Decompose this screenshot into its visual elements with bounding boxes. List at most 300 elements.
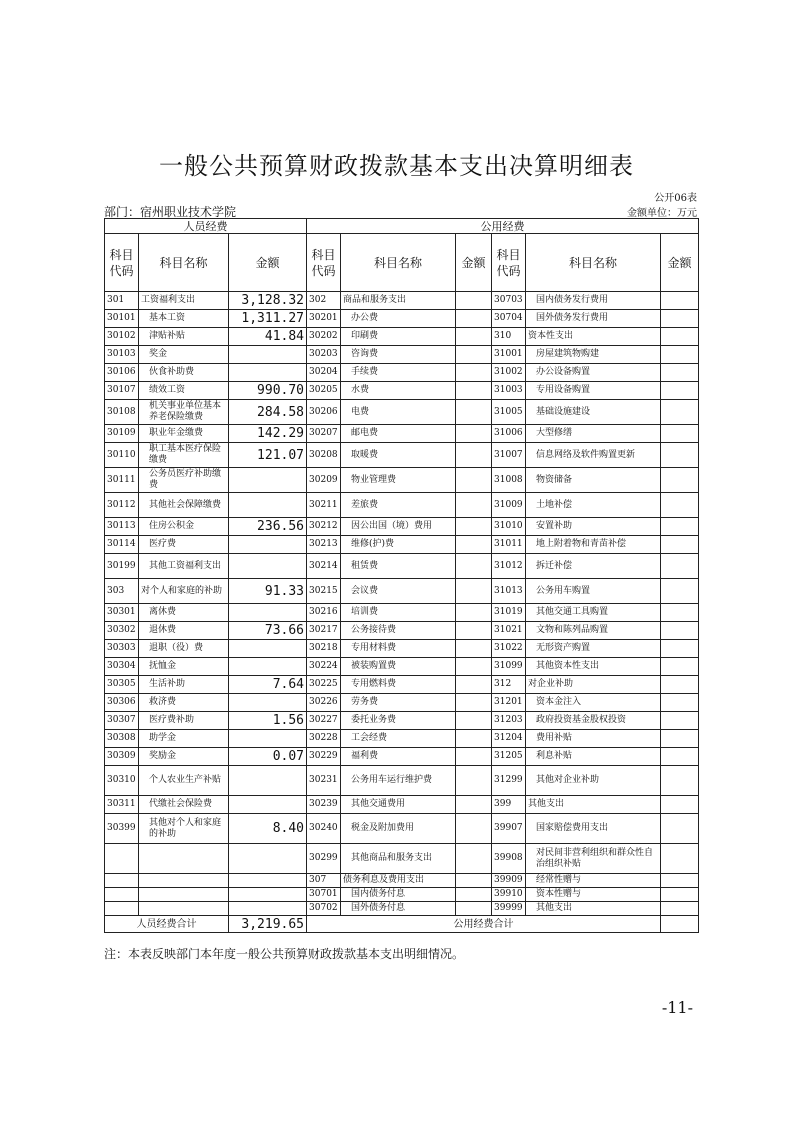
- amount-cell: 236.56: [229, 518, 307, 536]
- name-cell: 其他资本性支出: [526, 658, 661, 676]
- code-cell: 30212: [307, 518, 341, 536]
- code-cell: 30304: [105, 658, 139, 676]
- public-total-label: 公用经费合计: [307, 916, 661, 933]
- name-cell: 专用材料费: [341, 640, 456, 658]
- amount-cell: 990.70: [229, 382, 307, 400]
- name-cell: 伙食补助费: [139, 364, 229, 382]
- name-cell: 因公出国（境）费用: [341, 518, 456, 536]
- amount-cell: [456, 766, 492, 796]
- amount-cell: [229, 874, 307, 888]
- name-cell: 大型修缮: [526, 425, 661, 443]
- amount-cell: [661, 640, 699, 658]
- code-cell: 31009: [492, 493, 526, 518]
- code-header: [105, 234, 139, 292]
- name-cell: 其他社会保障缴费: [139, 493, 229, 518]
- amount-cell: [456, 888, 492, 902]
- amount-cell: [229, 536, 307, 554]
- code-cell: 31099: [492, 658, 526, 676]
- code-cell: 30229: [307, 748, 341, 766]
- amount-cell: [229, 554, 307, 579]
- table-row: [105, 874, 699, 888]
- name-cell: 其他工资福利支出: [139, 554, 229, 579]
- code-cell: 30215: [307, 579, 341, 604]
- code-cell: 31013: [492, 579, 526, 604]
- amount-cell: 73.66: [229, 622, 307, 640]
- amount-cell: [229, 766, 307, 796]
- code-cell: 30704: [492, 310, 526, 328]
- code-cell: 30311: [105, 796, 139, 814]
- amount-cell: [456, 874, 492, 888]
- name-cell: 办公设备购置: [526, 364, 661, 382]
- name-cell: 物资储备: [526, 468, 661, 493]
- code-cell: 30103: [105, 346, 139, 364]
- amount-cell: [661, 346, 699, 364]
- name-cell: 绩效工资: [139, 382, 229, 400]
- code-cell: 39910: [492, 888, 526, 902]
- code-cell: 30399: [105, 814, 139, 844]
- amount-cell: [456, 536, 492, 554]
- amount-cell: [456, 346, 492, 364]
- amount-cell: [661, 658, 699, 676]
- name-header: 科目名称: [341, 234, 456, 292]
- code-cell: 31299: [492, 766, 526, 796]
- table-row: [105, 658, 699, 676]
- code-cell: 39907: [492, 814, 526, 844]
- name-cell: 福利费: [341, 748, 456, 766]
- code-cell: 30218: [307, 640, 341, 658]
- code-cell: [105, 874, 139, 888]
- footnote: 注：本表反映部门本年度一般公共预算财政拨款基本支出明细情况。: [104, 947, 465, 961]
- code-cell: 31011: [492, 536, 526, 554]
- amount-header: 金额: [661, 234, 699, 292]
- table-row: [105, 579, 699, 604]
- code-cell: 31021: [492, 622, 526, 640]
- amount-cell: [661, 766, 699, 796]
- amount-cell: [456, 622, 492, 640]
- amount-cell: [456, 425, 492, 443]
- code-cell: 30224: [307, 658, 341, 676]
- name-cell: 对民间非营利组织和群众性自治组织补贴: [526, 844, 661, 874]
- name-cell: 公务用车购置: [526, 579, 661, 604]
- code-cell: 30307: [105, 712, 139, 730]
- code-cell: 399: [492, 796, 526, 814]
- name-cell: 津贴补贴: [139, 328, 229, 346]
- amount-cell: [456, 328, 492, 346]
- name-cell: 奖金: [139, 346, 229, 364]
- code-cell: 30201: [307, 310, 341, 328]
- form-code: 公开06表: [654, 193, 697, 204]
- name-cell: 救济费: [139, 694, 229, 712]
- department-label: 部门：宿州职业技术学院: [104, 205, 237, 219]
- code-cell: 31203: [492, 712, 526, 730]
- name-cell: 对个人和家庭的补助: [139, 579, 229, 604]
- table-row: [105, 536, 699, 554]
- table-row: [105, 310, 699, 328]
- code-cell: 307: [307, 874, 341, 888]
- name-cell: 国家赔偿费用支出: [526, 814, 661, 844]
- amount-cell: [661, 814, 699, 844]
- table-row: [105, 292, 699, 310]
- name-header: 科目名称: [139, 234, 229, 292]
- name-cell: 费用补贴: [526, 730, 661, 748]
- name-cell: 房屋建筑物购建: [526, 346, 661, 364]
- code-cell: 31008: [492, 468, 526, 493]
- code-cell: 31019: [492, 604, 526, 622]
- table-row: [105, 518, 699, 536]
- amount-cell: [456, 554, 492, 579]
- name-cell: 工会经费: [341, 730, 456, 748]
- amount-cell: [661, 694, 699, 712]
- name-cell: 土地补偿: [526, 493, 661, 518]
- code-cell: 30306: [105, 694, 139, 712]
- code-cell: 30701: [307, 888, 341, 902]
- table-row: [105, 443, 699, 468]
- name-cell: 取暖费: [341, 443, 456, 468]
- code-cell: 31006: [492, 425, 526, 443]
- name-header: 科目名称: [526, 234, 661, 292]
- name-cell: 租赁费: [341, 554, 456, 579]
- code-cell: 30239: [307, 796, 341, 814]
- table-row: [105, 796, 699, 814]
- name-cell: 拆迁补偿: [526, 554, 661, 579]
- amount-cell: [456, 468, 492, 493]
- name-cell: 商品和服务支出: [341, 292, 456, 310]
- name-cell: 办公费: [341, 310, 456, 328]
- amount-cell: 284.58: [229, 400, 307, 425]
- table-row: [105, 640, 699, 658]
- code-cell: 30214: [307, 554, 341, 579]
- amount-cell: [456, 712, 492, 730]
- amount-cell: [456, 796, 492, 814]
- amount-cell: [456, 310, 492, 328]
- code-cell: 30227: [307, 712, 341, 730]
- amount-cell: [661, 604, 699, 622]
- code-cell: 31010: [492, 518, 526, 536]
- code-cell: 30309: [105, 748, 139, 766]
- code-cell: 31204: [492, 730, 526, 748]
- table-row: [105, 694, 699, 712]
- code-cell: 30308: [105, 730, 139, 748]
- name-cell: 公务用车运行维护费: [341, 766, 456, 796]
- name-cell: 职业年金缴费: [139, 425, 229, 443]
- code-cell: 30299: [307, 844, 341, 874]
- code-cell: 30703: [492, 292, 526, 310]
- name-cell: 生活补助: [139, 676, 229, 694]
- table-row: [105, 888, 699, 902]
- name-cell: 国内债务付息: [341, 888, 456, 902]
- public-header: 公用经费: [307, 219, 699, 234]
- code-cell: 30310: [105, 766, 139, 796]
- code-cell: 31005: [492, 400, 526, 425]
- code-cell: 30204: [307, 364, 341, 382]
- amount-cell: [229, 730, 307, 748]
- name-cell: 资本性赠与: [526, 888, 661, 902]
- name-cell: 委托业务费: [341, 712, 456, 730]
- name-cell: 差旅费: [341, 493, 456, 518]
- amount-cell: [661, 400, 699, 425]
- name-cell: 维修(护)费: [341, 536, 456, 554]
- amount-cell: [661, 382, 699, 400]
- name-cell: 住房公积金: [139, 518, 229, 536]
- amount-cell: [229, 604, 307, 622]
- amount-cell: [456, 604, 492, 622]
- table-row: [105, 676, 699, 694]
- amount-cell: 91.33: [229, 579, 307, 604]
- name-cell: 专用设备购置: [526, 382, 661, 400]
- code-cell: 303: [105, 579, 139, 604]
- name-cell: 公务员医疗补助缴费: [139, 468, 229, 493]
- code-cell: 30111: [105, 468, 139, 493]
- code-cell: 30302: [105, 622, 139, 640]
- code-cell: 31003: [492, 382, 526, 400]
- amount-cell: [229, 658, 307, 676]
- code-cell: 30101: [105, 310, 139, 328]
- amount-cell: [661, 493, 699, 518]
- name-cell: 医疗费补助: [139, 712, 229, 730]
- amount-cell: [661, 622, 699, 640]
- amount-cell: [456, 493, 492, 518]
- code-cell: 30106: [105, 364, 139, 382]
- name-cell: 离休费: [139, 604, 229, 622]
- amount-cell: [661, 536, 699, 554]
- amount-cell: [456, 382, 492, 400]
- code-cell: 30107: [105, 382, 139, 400]
- amount-cell: [229, 468, 307, 493]
- name-cell: 其他支出: [526, 902, 661, 916]
- code-cell: 30110: [105, 443, 139, 468]
- table-row: [105, 622, 699, 640]
- code-cell: 31002: [492, 364, 526, 382]
- code-cell: 30102: [105, 328, 139, 346]
- amount-header: 金额: [456, 234, 492, 292]
- amount-cell: [456, 640, 492, 658]
- name-cell: 物业管理费: [341, 468, 456, 493]
- code-cell: 310: [492, 328, 526, 346]
- amount-cell: 1.56: [229, 712, 307, 730]
- code-header-text: 科目 代码: [496, 247, 521, 278]
- expenditure-table: [104, 218, 699, 933]
- name-cell: 机关事业单位基本养老保险缴费: [139, 400, 229, 425]
- table-row: [105, 425, 699, 443]
- code-cell: 39908: [492, 844, 526, 874]
- code-cell: 30305: [105, 676, 139, 694]
- amount-cell: [661, 328, 699, 346]
- amount-cell: [456, 443, 492, 468]
- name-cell: 无形资产购置: [526, 640, 661, 658]
- name-cell: 专用燃料费: [341, 676, 456, 694]
- name-cell: 退休费: [139, 622, 229, 640]
- code-cell: 30231: [307, 766, 341, 796]
- amount-cell: [661, 292, 699, 310]
- name-cell: [139, 874, 229, 888]
- amount-cell: [456, 748, 492, 766]
- amount-cell: [229, 844, 307, 874]
- amount-cell: [229, 902, 307, 916]
- table-row: [105, 766, 699, 796]
- table-row: [105, 902, 699, 916]
- code-cell: 302: [307, 292, 341, 310]
- name-cell: 安置补助: [526, 518, 661, 536]
- amount-cell: [456, 844, 492, 874]
- code-cell: 30208: [307, 443, 341, 468]
- code-cell: 30216: [307, 604, 341, 622]
- code-cell: 31205: [492, 748, 526, 766]
- amount-cell: [229, 640, 307, 658]
- amount-cell: 8.40: [229, 814, 307, 844]
- name-cell: 经常性赠与: [526, 874, 661, 888]
- amount-cell: [661, 443, 699, 468]
- name-cell: 培训费: [341, 604, 456, 622]
- code-cell: 30225: [307, 676, 341, 694]
- name-cell: 其他交通费用: [341, 796, 456, 814]
- code-cell: 30211: [307, 493, 341, 518]
- name-cell: 资本金注入: [526, 694, 661, 712]
- code-cell: 31201: [492, 694, 526, 712]
- code-cell: 30199: [105, 554, 139, 579]
- code-cell: 31001: [492, 346, 526, 364]
- name-cell: 国外债务付息: [341, 902, 456, 916]
- name-cell: 印刷费: [341, 328, 456, 346]
- table-row: [105, 468, 699, 493]
- name-cell: 抚恤金: [139, 658, 229, 676]
- name-cell: [139, 902, 229, 916]
- code-cell: 30213: [307, 536, 341, 554]
- amount-cell: [456, 579, 492, 604]
- amount-cell: 142.29: [229, 425, 307, 443]
- name-cell: 电费: [341, 400, 456, 425]
- name-cell: 劳务费: [341, 694, 456, 712]
- amount-cell: [661, 748, 699, 766]
- code-cell: 30217: [307, 622, 341, 640]
- code-cell: 30113: [105, 518, 139, 536]
- table-row: [105, 844, 699, 874]
- name-cell: 国外债务发行费用: [526, 310, 661, 328]
- code-cell: [105, 902, 139, 916]
- code-cell: 312: [492, 676, 526, 694]
- amount-cell: [661, 730, 699, 748]
- totals-row: [105, 916, 699, 933]
- code-cell: 30207: [307, 425, 341, 443]
- table-row: [105, 748, 699, 766]
- personnel-total-label: 人员经费合计: [105, 916, 229, 933]
- code-header-text: 科目 代码: [109, 247, 134, 278]
- page-title: 一般公共预算财政拨款基本支出决算明细表: [159, 152, 634, 180]
- code-cell: [105, 844, 139, 874]
- code-cell: 30228: [307, 730, 341, 748]
- table-row: [105, 364, 699, 382]
- amount-cell: [661, 468, 699, 493]
- amount-cell: 3,128.32: [229, 292, 307, 310]
- amount-cell: [229, 888, 307, 902]
- code-cell: 39999: [492, 902, 526, 916]
- amount-cell: [456, 292, 492, 310]
- amount-cell: [229, 694, 307, 712]
- table-row: [105, 346, 699, 364]
- public-total-amount: [661, 916, 699, 933]
- amount-cell: 0.07: [229, 748, 307, 766]
- amount-cell: [229, 346, 307, 364]
- name-cell: 其他对个人和家庭的补助: [139, 814, 229, 844]
- code-header-text: 科目 代码: [311, 247, 336, 278]
- name-cell: 退职（役）费: [139, 640, 229, 658]
- name-cell: 代缴社会保险费: [139, 796, 229, 814]
- name-cell: 国内债务发行费用: [526, 292, 661, 310]
- table-row: [105, 604, 699, 622]
- unit-label: 金额单位：万元: [627, 208, 697, 219]
- amount-cell: [456, 814, 492, 844]
- name-cell: 奖励金: [139, 748, 229, 766]
- code-cell: 31022: [492, 640, 526, 658]
- amount-cell: [661, 796, 699, 814]
- amount-cell: [661, 425, 699, 443]
- code-cell: 30108: [105, 400, 139, 425]
- code-cell: 30114: [105, 536, 139, 554]
- amount-cell: [229, 796, 307, 814]
- code-cell: 30702: [307, 902, 341, 916]
- code-cell: 31007: [492, 443, 526, 468]
- amount-cell: [456, 658, 492, 676]
- table-row: [105, 814, 699, 844]
- name-cell: 税金及附加费用: [341, 814, 456, 844]
- name-cell: 地上附着物和青苗补偿: [526, 536, 661, 554]
- amount-cell: [661, 579, 699, 604]
- table-row: [105, 493, 699, 518]
- code-cell: 30209: [307, 468, 341, 493]
- table-row: [105, 400, 699, 425]
- name-cell: 基础设施建设: [526, 400, 661, 425]
- amount-cell: [661, 518, 699, 536]
- amount-cell: [456, 730, 492, 748]
- amount-cell: [456, 400, 492, 425]
- personnel-total-amount: 3,219.65: [229, 916, 307, 933]
- code-cell: 30202: [307, 328, 341, 346]
- code-header: [492, 234, 526, 292]
- amount-cell: [456, 902, 492, 916]
- name-cell: 会议费: [341, 579, 456, 604]
- name-cell: 个人农业生产补贴: [139, 766, 229, 796]
- name-cell: 咨询费: [341, 346, 456, 364]
- name-cell: 工资福利支出: [139, 292, 229, 310]
- table-row: [105, 328, 699, 346]
- amount-cell: [661, 712, 699, 730]
- name-cell: 其他交通工具购置: [526, 604, 661, 622]
- code-cell: 30203: [307, 346, 341, 364]
- amount-cell: 121.07: [229, 443, 307, 468]
- amount-cell: 41.84: [229, 328, 307, 346]
- code-cell: 301: [105, 292, 139, 310]
- code-cell: 31012: [492, 554, 526, 579]
- name-cell: 对企业补助: [526, 676, 661, 694]
- personnel-header: 人员经费: [105, 219, 307, 234]
- name-cell: [139, 844, 229, 874]
- name-cell: 信息网络及软件购置更新: [526, 443, 661, 468]
- name-cell: 利息补贴: [526, 748, 661, 766]
- name-cell: 其他商品和服务支出: [341, 844, 456, 874]
- name-cell: 职工基本医疗保险缴费: [139, 443, 229, 468]
- code-header: [307, 234, 341, 292]
- amount-cell: [661, 844, 699, 874]
- amount-cell: [456, 676, 492, 694]
- code-cell: 30240: [307, 814, 341, 844]
- code-cell: 30206: [307, 400, 341, 425]
- code-cell: 30226: [307, 694, 341, 712]
- amount-cell: [661, 310, 699, 328]
- amount-cell: [456, 364, 492, 382]
- name-cell: 文物和陈列品购置: [526, 622, 661, 640]
- amount-header: 金额: [229, 234, 307, 292]
- code-cell: 30109: [105, 425, 139, 443]
- table-row: [105, 712, 699, 730]
